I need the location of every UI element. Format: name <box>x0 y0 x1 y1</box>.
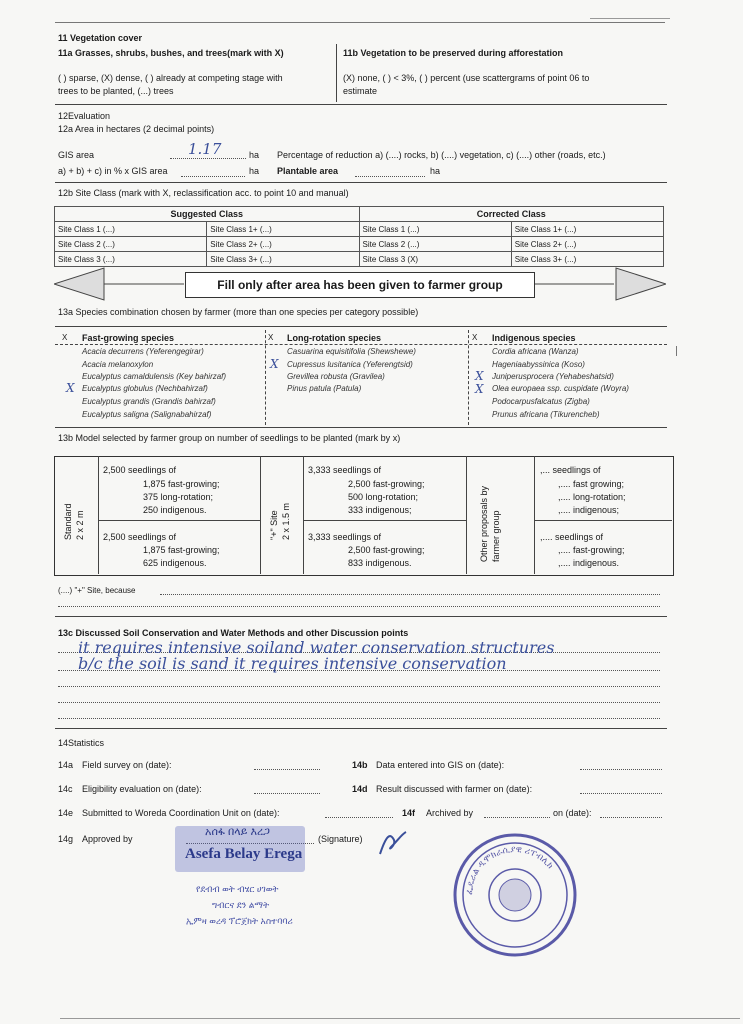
archived-date[interactable] <box>600 817 662 818</box>
stamp-line-1: የደብብ ወት ብሄር ሀገወት <box>196 884 279 894</box>
x-col-2: X <box>268 333 274 342</box>
margin-mark <box>676 346 689 356</box>
label-14e: 14e <box>58 808 74 818</box>
approved-by-label: Approved by <box>82 834 133 844</box>
other1-line: ,... seedlings of <box>540 465 601 475</box>
archived-label: Archived by <box>426 808 474 818</box>
site-class-cell[interactable]: Site Class 3 (...) <box>55 252 207 267</box>
signature-mark <box>376 826 410 860</box>
section-11-title: 11 Vegetation cover <box>58 33 143 43</box>
section-13b-title: 13b Model selected by farmer group on number of seedlings to be planted (mark by x) <box>58 433 401 443</box>
other-proposals-label: Other proposals by farmer group <box>479 485 501 562</box>
eligibility-date[interactable] <box>254 793 320 794</box>
section-11b-line2: estimate <box>343 86 378 96</box>
label-14b: 14b <box>352 760 368 770</box>
discussion-line-5[interactable] <box>58 718 660 719</box>
list-item: Olea europaea ssp. cuspidate (Woyra) <box>492 384 629 393</box>
list-item: Pinus patula (Patula) <box>287 384 362 393</box>
list-item: Acacia decurrens (Yeferengegirar) <box>82 347 204 356</box>
list-item: Podocarpusfalcatus (Zigba) <box>492 397 590 406</box>
eligibility-label: Eligibility evaluation on (date): <box>82 784 202 794</box>
discussion-line-4[interactable] <box>58 702 660 703</box>
submitted-date[interactable] <box>325 817 393 818</box>
section-11b-line1: (X) none, ( ) < 3%, ( ) percent (use scattergrams of point 06 to <box>343 73 590 83</box>
section-11b-title: 11b Vegetation to be preserved during afforestation <box>343 48 564 58</box>
plus-site-because-label: (....) "+" Site, because <box>58 586 136 595</box>
std1-line: 1,875 fast-growing; <box>143 479 220 489</box>
list-item: Eucalyptus grandis (Grandis bahirzaf) <box>82 397 216 406</box>
site-class-cell[interactable]: Site Class 1+ (...) <box>511 222 663 237</box>
site-class-cell[interactable]: Site Class 2+ (...) <box>511 237 663 252</box>
field-survey-label: Field survey on (date): <box>82 760 172 770</box>
abc-field[interactable] <box>181 176 245 177</box>
other2-line: ,.... indigenous. <box>558 558 620 568</box>
site-class-cell[interactable]: Site Class 3 (X) <box>359 252 511 267</box>
standard-label: Standard 2 x 2 m <box>63 503 85 540</box>
indigenous-header: Indigenous species <box>492 333 576 343</box>
long-rotation-header: Long-rotation species <box>287 333 382 343</box>
plus2-line: 833 indigenous. <box>348 558 412 568</box>
other1-line: ,.... indigenous; <box>558 505 620 515</box>
result-discussed-date[interactable] <box>580 793 662 794</box>
list-item: Acacia melanoxylon <box>82 360 154 369</box>
suggested-class-header: Suggested Class <box>55 207 360 222</box>
plus1-line: 3,333 seedlings of <box>308 465 382 475</box>
section-12b-title: 12b Site Class (mark with X, reclassification acc. to point 10 and manual) <box>58 188 349 198</box>
fast-growing-header: Fast-growing species <box>82 333 175 343</box>
because-field-2[interactable] <box>58 606 660 607</box>
stamp-line-2: ግብርና ደን ልማት <box>212 900 270 910</box>
indig-mark-2[interactable]: X <box>475 382 484 396</box>
seal-text: ፌዴራል ዲሞክራሲያዊ ሪፐብሊክ <box>463 843 556 896</box>
section-11a-title: 11a Grasses, shrubs, bushes, and trees(mark with X) <box>58 48 284 58</box>
discussion-text-1: it requires intensive soiland water conservation structures <box>78 638 555 657</box>
ha-unit: ha <box>249 150 260 160</box>
fast-mark[interactable]: X <box>66 381 75 395</box>
x-col-1: X <box>62 333 68 342</box>
section-11a-line2: trees to be planted, (...) trees <box>58 86 174 96</box>
ha-unit-2: ha <box>249 166 260 176</box>
site-class-cell[interactable]: Site Class 2 (...) <box>359 237 511 252</box>
list-item: Grevillea robusta (Gravilea) <box>287 372 385 381</box>
site-class-cell[interactable]: Site Class 1 (...) <box>359 222 511 237</box>
label-14f: 14f <box>402 808 416 818</box>
archived-on-label: on (date): <box>553 808 592 818</box>
label-14a: 14a <box>58 760 74 770</box>
section-14-title: 14Statistics <box>58 738 105 748</box>
fill-only-banner: Fill only after area has been given to farmer group <box>185 272 535 298</box>
other1-line: ,.... long-rotation; <box>558 492 626 502</box>
std1-line: 375 long-rotation; <box>143 492 214 502</box>
site-class-cell[interactable]: Site Class 2 (...) <box>55 237 207 252</box>
corrected-class-header: Corrected Class <box>359 207 664 222</box>
plus1-line: 333 indigenous; <box>348 505 412 515</box>
section-11a-line1: ( ) sparse, (X) dense, ( ) already at competing stage with <box>58 73 283 83</box>
result-discussed-label: Result discussed with farmer on (date): <box>376 784 533 794</box>
site-class-cell[interactable]: Site Class 1+ (...) <box>207 222 359 237</box>
site-class-table <box>54 206 664 267</box>
std2-line: 625 indigenous. <box>143 558 207 568</box>
list-item: Eucalyptus camaldulensis (Key bahirzaf) <box>82 372 227 381</box>
stamp-amharic-name: አሰፋ በላይ እረጋ <box>205 826 270 838</box>
other1-line: ,.... fast growing; <box>558 479 625 489</box>
x-col-3: X <box>472 333 478 342</box>
list-item: Eucalyptus saligna (Salignabahirzaf) <box>82 410 212 419</box>
section-13a-title: 13a Species combination chosen by farmer (more than one species per category possible) <box>58 307 419 317</box>
indig-mark-1[interactable]: X <box>475 369 484 383</box>
std1-line: 2,500 seedlings of <box>103 465 177 475</box>
list-item: Eucalyptus globulus (Nechbahirzaf) <box>82 384 208 393</box>
list-item: Cordia africana (Wanza) <box>492 347 579 356</box>
site-class-cell[interactable]: Site Class 1 (...) <box>55 222 207 237</box>
table-row <box>55 222 664 237</box>
list-item: Prunus africana (Tikurencheb) <box>492 410 600 419</box>
gis-area-value: 1.17 <box>188 140 222 158</box>
plantable-label: Plantable area <box>277 166 339 176</box>
signature-label: (Signature) <box>318 834 363 844</box>
gis-entry-date[interactable] <box>580 769 662 770</box>
discussion-text-2: b/c the soil is sand it requires intensive conservation <box>78 654 507 673</box>
plus2-line: 2,500 fast-growing; <box>348 545 425 555</box>
plus1-line: 2,500 fast-growing; <box>348 479 425 489</box>
plus-site-label: "+" Site 2 x 1.5 m <box>269 502 291 540</box>
official-seal <box>452 832 578 958</box>
abc-label: a) + b) + c) in % x GIS area <box>58 166 168 176</box>
list-item: Juniperusprocera (Yehabeshatsid) <box>492 372 614 381</box>
gis-area-field[interactable] <box>170 140 246 159</box>
gis-entry-label: Data entered into GIS on (date): <box>376 760 505 770</box>
reduction-text: Percentage of reduction a) (....) rocks, b) (....) vegetation, c) (....) other (roads, etc.) <box>277 150 606 160</box>
list-item: Cupressus lusitanica (Yeferengtsid) <box>287 360 413 369</box>
ha-unit-3: ha <box>430 166 441 176</box>
submitted-label: Submitted to Woreda Coordination Unit on (date): <box>82 808 280 818</box>
site-class-cell[interactable]: Site Class 2+ (...) <box>207 237 359 252</box>
label-14g: 14g <box>58 834 74 844</box>
list-item: Hageniaabyssinica (Koso) <box>492 360 585 369</box>
section-13c-title: 13c Discussed Soil Conservation and Water Methods and other Discussion points <box>58 628 409 638</box>
gis-area-label: GIS area <box>58 150 95 160</box>
site-class-cell[interactable]: Site Class 3+ (...) <box>511 252 663 267</box>
std2-line: 2,500 seedlings of <box>103 532 177 542</box>
label-14c: 14c <box>58 784 73 794</box>
section-12a-title: 12a Area in hectares (2 decimal points) <box>58 124 215 134</box>
std2-line: 1,875 fast-growing; <box>143 545 220 555</box>
table-row <box>55 237 664 252</box>
other2-line: ,.... seedlings of <box>540 532 604 542</box>
long-mark[interactable]: X <box>270 357 279 371</box>
plus2-line: 3,333 seedlings of <box>308 532 382 542</box>
because-field[interactable] <box>160 594 660 595</box>
section-12-title: 12Evaluation <box>58 111 111 121</box>
plus1-line: 500 long-rotation; <box>348 492 419 502</box>
other2-line: ,.... fast-growing; <box>558 545 625 555</box>
field-survey-date[interactable] <box>254 769 320 770</box>
list-item: Casuarina equisitifolia (Shewshewe) <box>287 347 416 356</box>
discussion-line-3[interactable] <box>58 686 660 687</box>
archived-by-field[interactable] <box>484 817 550 818</box>
stamp-name: Asefa Belay Erega <box>185 846 303 862</box>
approval-stamp <box>175 826 305 872</box>
std1-line: 250 indigenous. <box>143 505 207 515</box>
stamp-line-3: ኢምዛ ወረዳ ፕሮጀክት አስተባባሪ <box>186 916 293 926</box>
plantable-field[interactable] <box>355 176 425 177</box>
label-14d: 14d <box>352 784 368 794</box>
site-class-cell[interactable]: Site Class 3+ (...) <box>207 252 359 267</box>
